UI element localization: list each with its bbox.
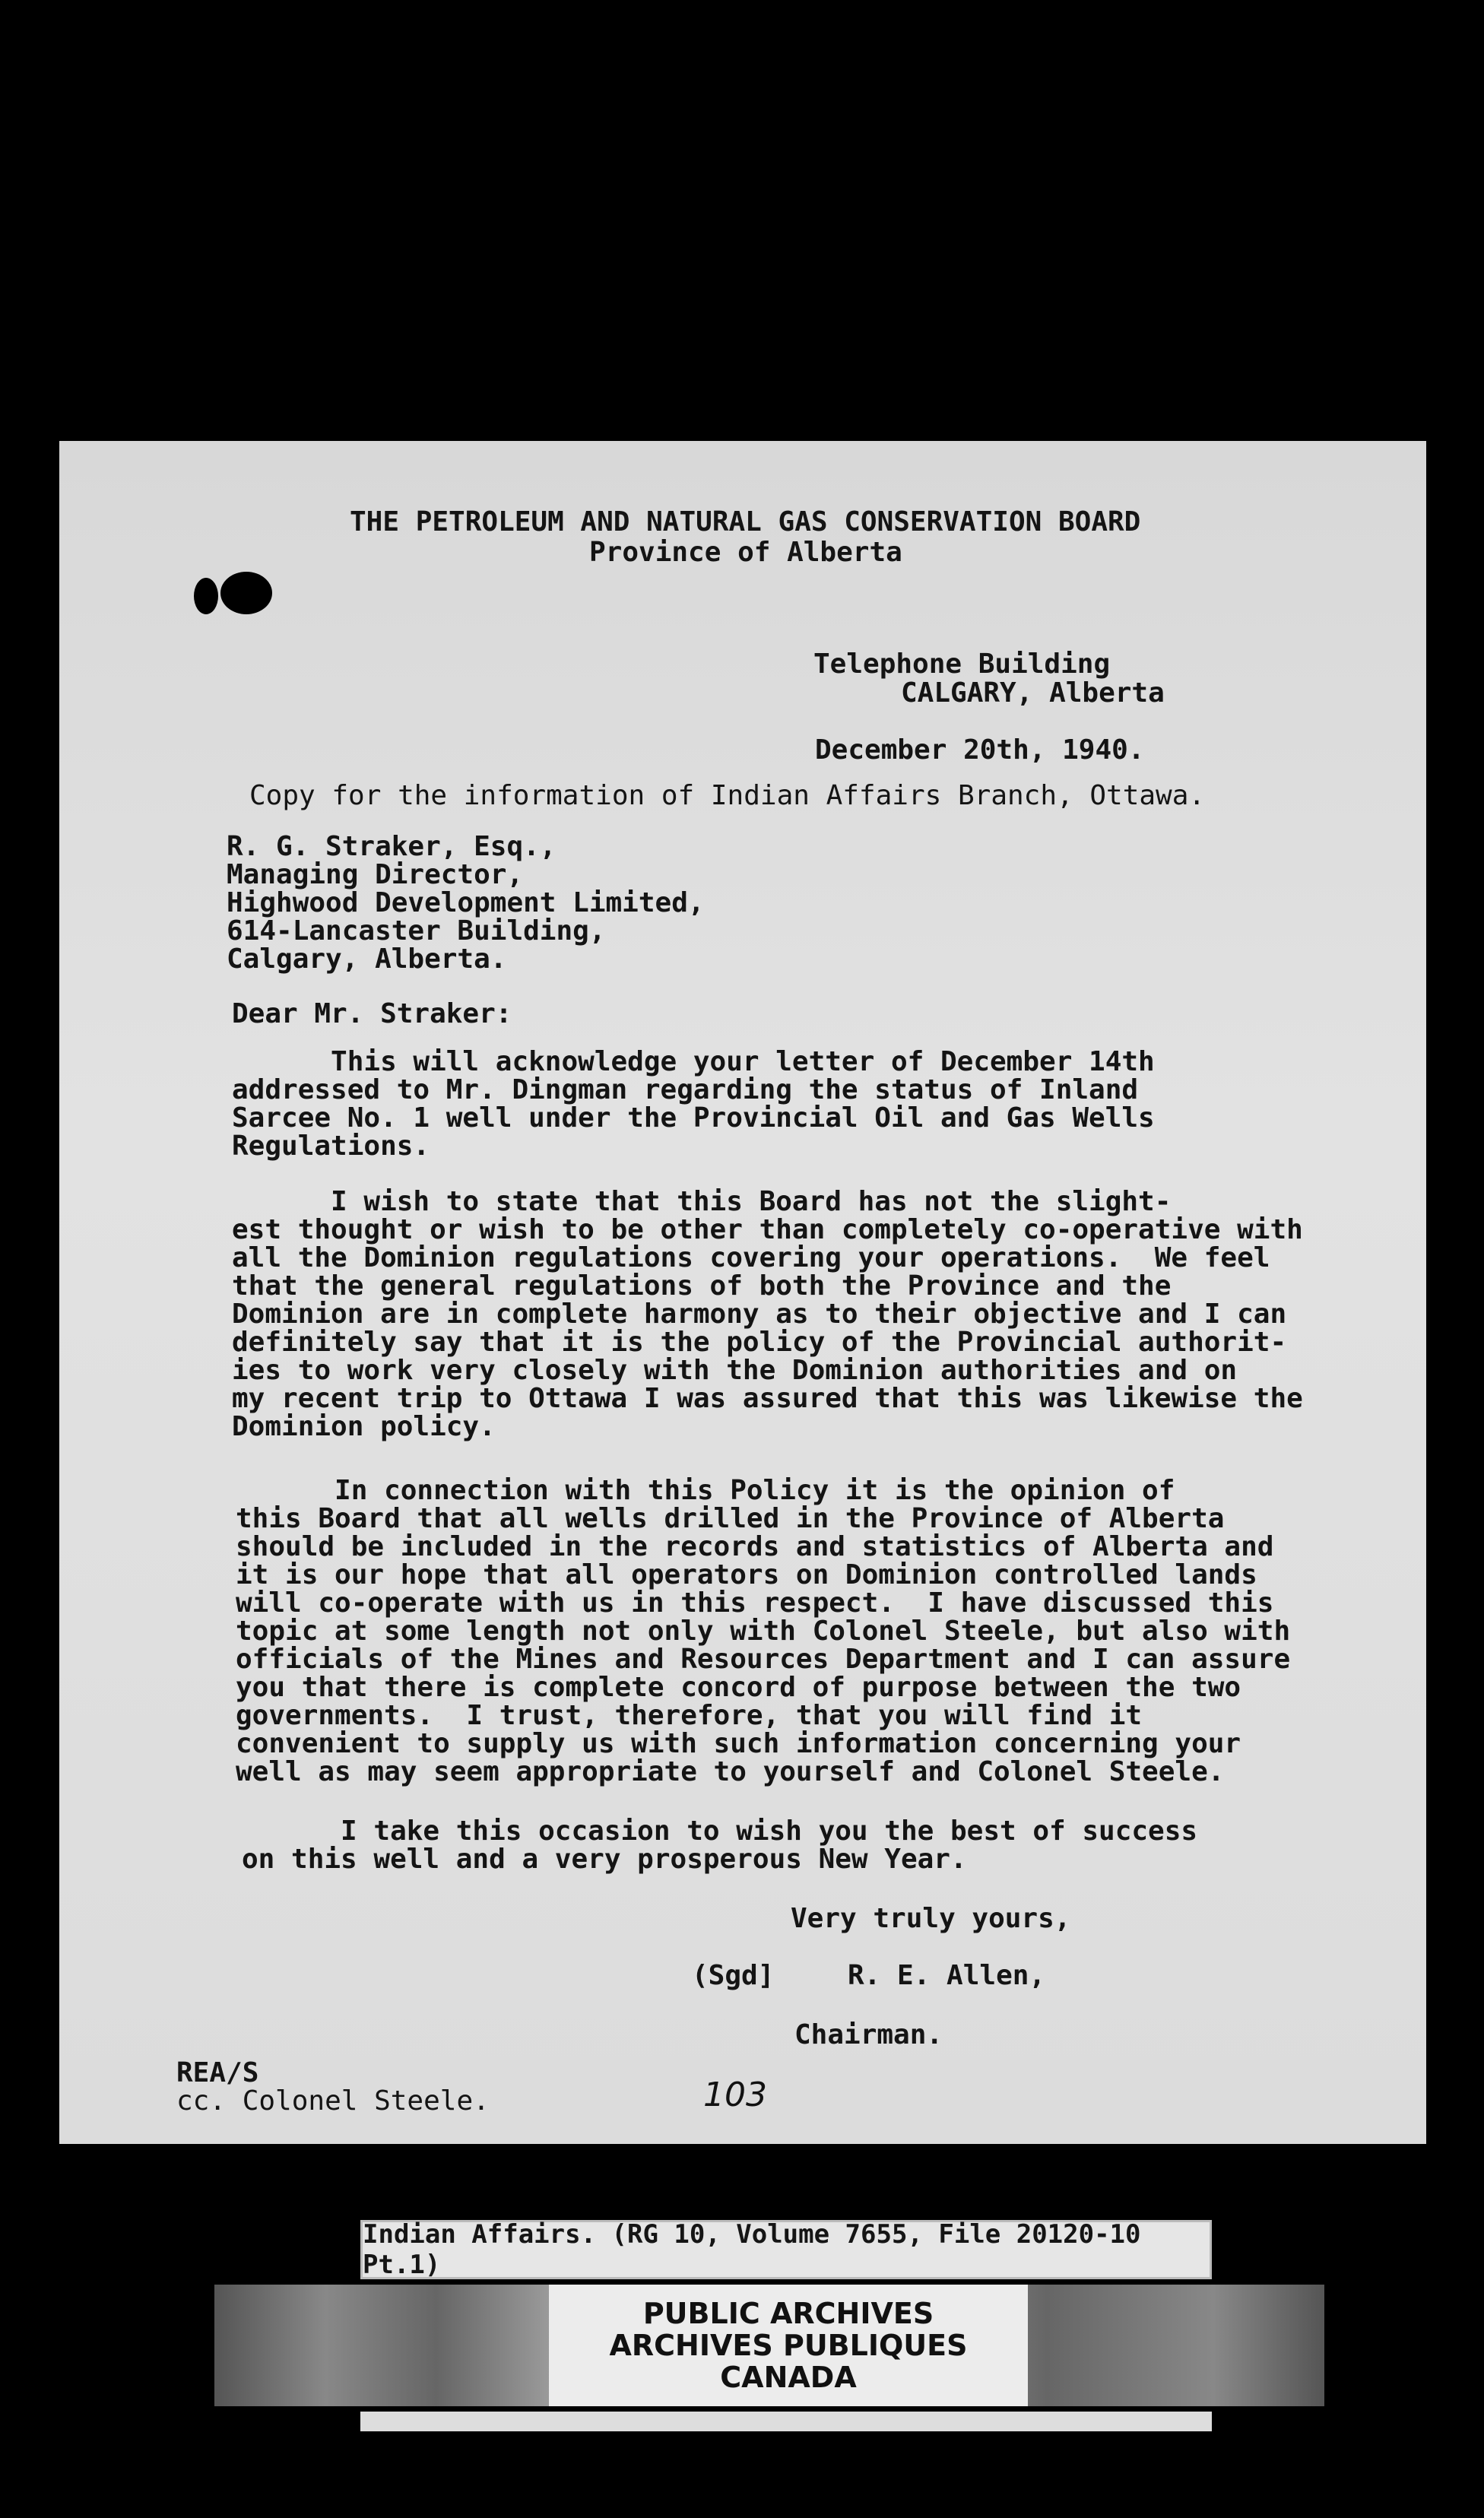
valediction: Very truly yours, (791, 1903, 1071, 1934)
paragraph-line: This will acknowledge your letter of December 14th (232, 1046, 1155, 1077)
paragraph-line: will co-operate with us in this respect. I have discussed this (236, 1587, 1274, 1619)
paragraph-line: Dominion policy. (232, 1411, 496, 1442)
copy-note: Copy for the information of Indian Affairs Branch, Ottawa. (249, 780, 1206, 811)
recipient-line: 614-Lancaster Building, (227, 915, 606, 947)
letter-date: December 20th, 1940. (815, 734, 1145, 766)
paragraph-line: governments. I trust, therefore, that you will find it (236, 1700, 1143, 1731)
archive-stamp-line: ARCHIVES PUBLIQUES (609, 2329, 968, 2362)
ink-blot-icon (194, 578, 218, 614)
recipient-line: R. G. Straker, Esq., (227, 831, 556, 862)
paragraph-line: on this well and a very prosperous New Year. (242, 1844, 967, 1875)
recipient-line: Highwood Development Limited, (227, 887, 705, 918)
paragraph-line: In connection with this Policy it is the opinion of (236, 1475, 1175, 1506)
signed-marker: (Sgd] (692, 1960, 775, 1991)
letterhead-title: THE PETROLEUM AND NATURAL GAS CONSERVATION BOARD (350, 506, 1141, 538)
paragraph-3 (236, 1476, 1290, 1786)
letterhead-subtitle: Province of Alberta (589, 537, 902, 568)
paragraph-line: should be included in the records and statistics of Alberta and (236, 1531, 1274, 1562)
paragraph-1 (232, 1048, 1155, 1160)
paragraph-line: this Board that all wells drilled in the Province of Alberta (236, 1503, 1225, 1534)
paragraph-line: convenient to supply us with such information concerning your (236, 1728, 1241, 1759)
paragraph-line: Regulations. (232, 1131, 430, 1162)
signatory-title: Chairman. (794, 2019, 943, 2050)
paragraph-line: officials of the Mines and Resources Department and I can assure (236, 1644, 1291, 1675)
recipient-line: Managing Director, (227, 859, 524, 890)
paragraph-line: you that there is complete concord of purpose between the two (236, 1672, 1241, 1703)
signatory: R. E. Allen, (848, 1960, 1046, 1991)
paragraph-line: Dominion are in complete harmony as to their objective and I can (232, 1299, 1287, 1330)
paragraph-line: well as may seem appropriate to yourself and Colonel Steele. (236, 1756, 1225, 1787)
paragraph-line: est thought or wish to be other than completely co-operative with (232, 1214, 1303, 1245)
paragraph-line: I wish to state that this Board has not the slight- (232, 1186, 1172, 1217)
paragraph-line: addressed to Mr. Dingman regarding the status of Inland (232, 1074, 1139, 1105)
page-number: 103 (703, 2076, 767, 2114)
salutation: Dear Mr. Straker: (232, 998, 512, 1029)
paragraph-line: topic at some length not only with Colonel Steele, but also with (236, 1616, 1291, 1647)
paragraph-line: all the Dominion regulations covering your operations. We feel (232, 1242, 1270, 1273)
paragraph-line: Sarcee No. 1 well under the Provincial Oil and Gas Wells (232, 1102, 1155, 1134)
typist-initials: REA/S (176, 2057, 259, 2088)
ink-blot-icon (220, 572, 272, 614)
paragraph-2 (232, 1188, 1303, 1441)
paragraph-line: my recent trip to Ottawa I was assured that this was likewise the (232, 1383, 1303, 1414)
paragraph-line: that the general regulations of both the Province and the (232, 1270, 1172, 1302)
recipient-line: Calgary, Alberta. (227, 943, 507, 975)
sender-address-line2: CALGARY, Alberta (901, 677, 1165, 709)
recipient-address (227, 832, 705, 973)
paragraph-line: it is our hope that all operators on Dominion controlled lands (236, 1559, 1257, 1590)
paragraph-line: ies to work very closely with the Dominion authorities and on (232, 1355, 1238, 1386)
paragraph-line: definitely say that it is the policy of the Provincial authorit- (232, 1327, 1287, 1358)
film-edge (360, 2412, 1212, 2431)
carbon-copy: cc. Colonel Steele. (176, 2085, 490, 2117)
archive-stamp (549, 2285, 1028, 2406)
archive-citation: Indian Affairs. (RG 10, Volume 7655, File 20120-10 Pt.1) (360, 2220, 1212, 2279)
archive-stamp-line: CANADA (720, 2361, 857, 2394)
paragraph-4 (242, 1817, 1197, 1873)
sender-address-line1: Telephone Building (813, 649, 1111, 680)
paragraph-line: I take this occasion to wish you the best of success (242, 1816, 1198, 1847)
archive-stamp-line: PUBLIC ARCHIVES (642, 2297, 934, 2330)
